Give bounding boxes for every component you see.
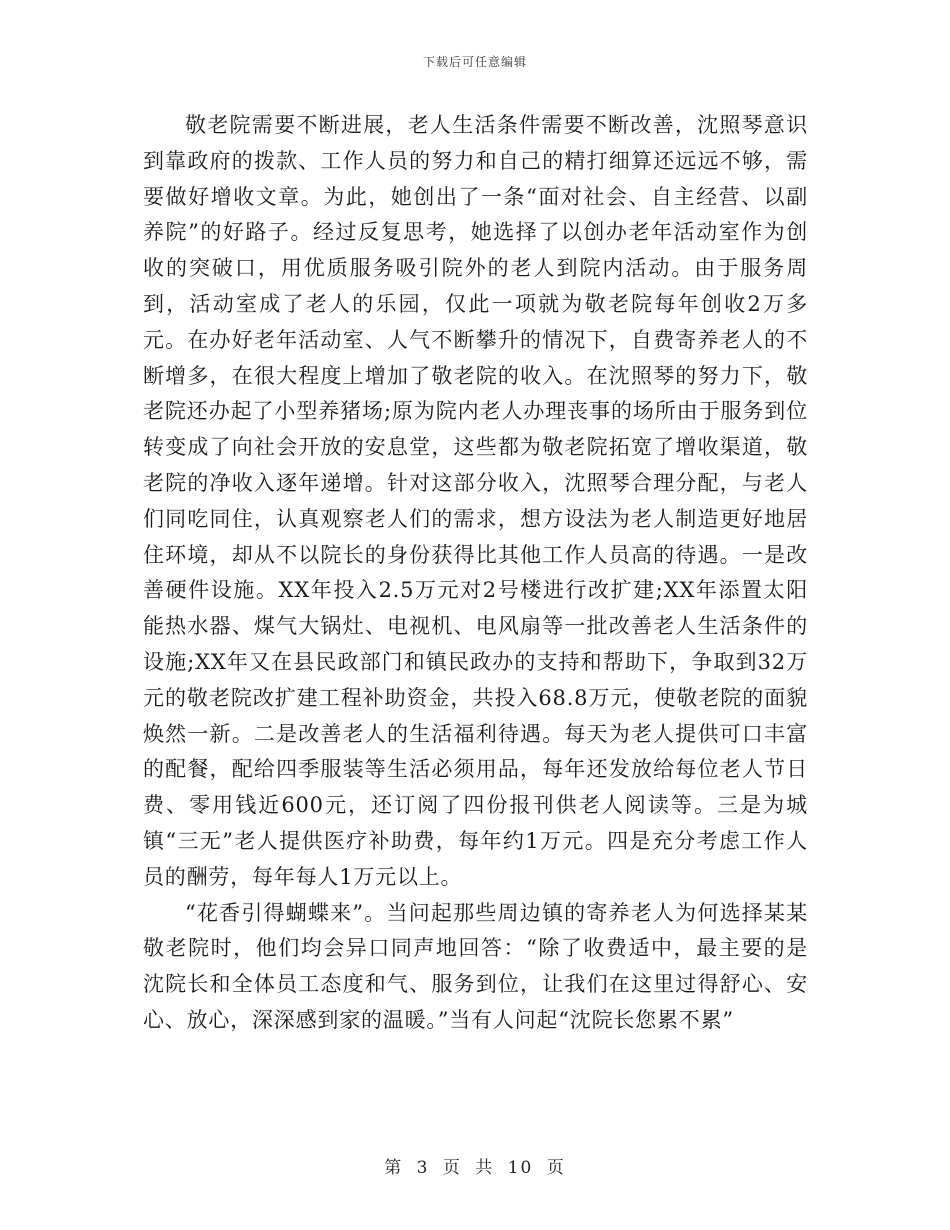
page-number-footer: 第 3 页 共 10 页 [384,1158,566,1178]
page-header-note: 下载后可任意编辑 [422,55,527,69]
body-paragraph-2: “花香引得蝴蝶来”。当问起那些周边镇的寄养老人为何选择某某敬老院时，他们均会异口同声地回答：“除了收费适中，最主要的是沈院长和全体员工态度和气、服务到位，让我们在这里过得舒心、安心、放心，深深感到家的温暖。”当有人问起“沈院长您累不累” [143,900,808,1032]
body-paragraph-1: 敬老院需要不断进展，老人生活条件需要不断改善，沈照琴意识到靠政府的拨款、工作人员的努力和自己的精打细算还远远不够，需要做好增收文章。为此，她创出了一条“面对社会、自主经营、以副养院”的好路子。经过反复思考，她选择了以创办老年活动室作为创收的突破口，用优质服务吸引院外的老人到院内活动。由于服务周到，活动室成了老人的乐园，仅此一项就为敬老院每年创收2万多元。在办好老年活动室、人气不断攀升的情况下，自费寄养老人的不断增多，在很大程度上增加了敬老院的收入。在沈照琴的努力下，敬老院还办起了小型养猪场;原为院内老人办理丧事的场所由于服务到位转变成了向社会开放的安息堂，这些都为敬老院拓宽了增收渠道，敬老院的净收入逐年递增。针对这部分收入，沈照琴合理分配，与老人们同吃同住，认真观察老人们的需求，想方设法为老人制造更好地居住环境，却从不以院长的身份获得比其他工作人员高的待遇。一是改善硬件设施。XX年投入2.5万元对2号楼进行改扩建;XX年添置太阳能热水器、煤气大锅灶、电视机、电风扇等一批改善老人生活条件的设施;XX年又在县民政部门和镇民政办的支持和帮助下，争取到32万元的敬老院改扩建工程补助资金，共投入68.8万元，使敬老院的面貌焕然一新。二是改善老人的生活福利待遇。每天为老人提供可口丰富的配餐，配给四季服装等生活必须用品，每年还发放给每位老人节日费、零用钱近600元，还订阅了四份报刊供老人阅读等。三是为城镇“三无”老人提供医疗补助费，每年约1万元。四是充分考虑工作人员的酬劳，每年每人1万元以上。 [143,113,808,889]
document-body [143,108,808,1039]
